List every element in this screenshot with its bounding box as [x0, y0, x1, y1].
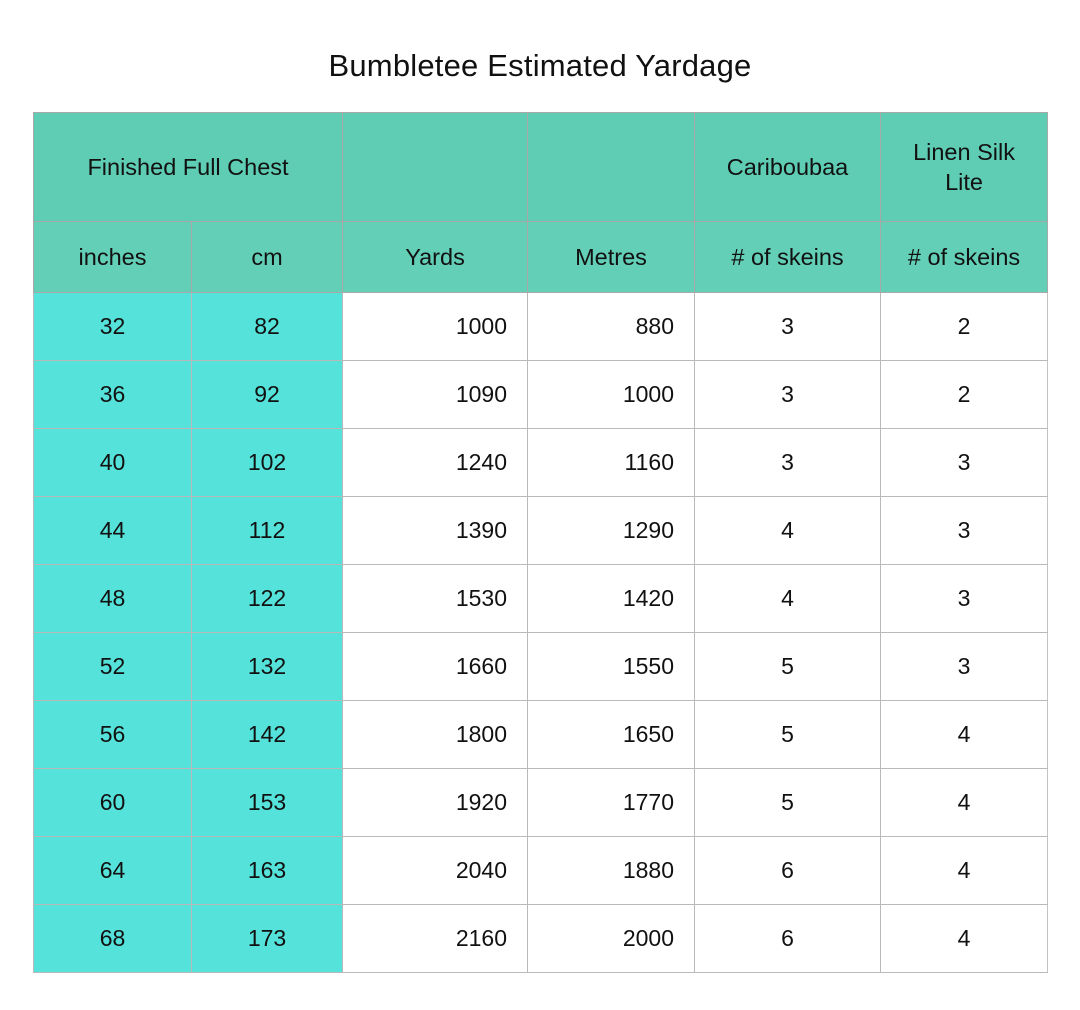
- yardage-table: [33, 112, 1048, 973]
- cell-cm: 122: [192, 565, 343, 633]
- unit-header-cm: cm: [192, 222, 343, 293]
- cell-linen-silk-lite-skeins: 4: [881, 701, 1048, 769]
- cell-inches: 36: [34, 361, 192, 429]
- unit-header-yards: Yards: [343, 222, 528, 293]
- cell-metres: 1290: [528, 497, 695, 565]
- group-header-yards-blank: [343, 113, 528, 222]
- cell-yards: 1390: [343, 497, 528, 565]
- table-row: [34, 293, 1048, 361]
- cell-cariboubaa-skeins: 3: [695, 429, 881, 497]
- cell-cm: 173: [192, 905, 343, 973]
- cell-cariboubaa-skeins: 5: [695, 769, 881, 837]
- cell-linen-silk-lite-skeins: 4: [881, 837, 1048, 905]
- cell-inches: 56: [34, 701, 192, 769]
- unit-header-linen-silk-lite-skeins: # of skeins: [881, 222, 1048, 293]
- cell-linen-silk-lite-skeins: 2: [881, 293, 1048, 361]
- cell-yards: 1800: [343, 701, 528, 769]
- group-header-linen-silk-lite: Linen Silk Lite: [881, 113, 1048, 222]
- cell-linen-silk-lite-skeins: 2: [881, 361, 1048, 429]
- cell-cm: 132: [192, 633, 343, 701]
- cell-cariboubaa-skeins: 6: [695, 905, 881, 973]
- cell-inches: 40: [34, 429, 192, 497]
- cell-linen-silk-lite-skeins: 3: [881, 633, 1048, 701]
- cell-metres: 1160: [528, 429, 695, 497]
- yardage-table-container: [33, 112, 1047, 973]
- group-header-cariboubaa: Cariboubaa: [695, 113, 881, 222]
- table-row: [34, 361, 1048, 429]
- cell-metres: 1420: [528, 565, 695, 633]
- cell-metres: 1000: [528, 361, 695, 429]
- cell-yards: 1240: [343, 429, 528, 497]
- unit-header-inches: inches: [34, 222, 192, 293]
- table-row: [34, 701, 1048, 769]
- unit-header-metres: Metres: [528, 222, 695, 293]
- group-header-row: [34, 113, 1048, 222]
- cell-metres: 880: [528, 293, 695, 361]
- cell-cariboubaa-skeins: 5: [695, 633, 881, 701]
- cell-yards: 1530: [343, 565, 528, 633]
- cell-linen-silk-lite-skeins: 3: [881, 429, 1048, 497]
- cell-yards: 2160: [343, 905, 528, 973]
- cell-linen-silk-lite-skeins: 3: [881, 565, 1048, 633]
- cell-inches: 64: [34, 837, 192, 905]
- cell-cm: 112: [192, 497, 343, 565]
- cell-inches: 44: [34, 497, 192, 565]
- cell-cm: 82: [192, 293, 343, 361]
- table-row: [34, 837, 1048, 905]
- cell-yards: 2040: [343, 837, 528, 905]
- page-title: Bumbletee Estimated Yardage: [328, 48, 752, 83]
- cell-cariboubaa-skeins: 4: [695, 565, 881, 633]
- table-row: [34, 497, 1048, 565]
- table-row: [34, 905, 1048, 973]
- cell-cariboubaa-skeins: 5: [695, 701, 881, 769]
- cell-yards: 1000: [343, 293, 528, 361]
- cell-cm: 102: [192, 429, 343, 497]
- unit-header-row: [34, 222, 1048, 293]
- cell-cm: 142: [192, 701, 343, 769]
- cell-inches: 48: [34, 565, 192, 633]
- cell-yards: 1090: [343, 361, 528, 429]
- table-row: [34, 769, 1048, 837]
- cell-cariboubaa-skeins: 3: [695, 293, 881, 361]
- cell-metres: 1770: [528, 769, 695, 837]
- cell-inches: 52: [34, 633, 192, 701]
- cell-cariboubaa-skeins: 3: [695, 361, 881, 429]
- table-row: [34, 633, 1048, 701]
- cell-metres: 1650: [528, 701, 695, 769]
- cell-inches: 32: [34, 293, 192, 361]
- group-header-metres-blank: [528, 113, 695, 222]
- cell-linen-silk-lite-skeins: 3: [881, 497, 1048, 565]
- cell-inches: 60: [34, 769, 192, 837]
- table-row: [34, 429, 1048, 497]
- table-head: [34, 113, 1048, 293]
- cell-linen-silk-lite-skeins: 4: [881, 769, 1048, 837]
- cell-metres: 2000: [528, 905, 695, 973]
- table-body: [34, 293, 1048, 973]
- cell-inches: 68: [34, 905, 192, 973]
- unit-header-cariboubaa-skeins: # of skeins: [695, 222, 881, 293]
- cell-cm: 163: [192, 837, 343, 905]
- cell-cariboubaa-skeins: 4: [695, 497, 881, 565]
- group-header-finished-full-chest: Finished Full Chest: [34, 113, 343, 222]
- cell-yards: 1920: [343, 769, 528, 837]
- cell-linen-silk-lite-skeins: 4: [881, 905, 1048, 973]
- cell-cariboubaa-skeins: 6: [695, 837, 881, 905]
- table-row: [34, 565, 1048, 633]
- cell-metres: 1880: [528, 837, 695, 905]
- cell-metres: 1550: [528, 633, 695, 701]
- cell-cm: 153: [192, 769, 343, 837]
- cell-cm: 92: [192, 361, 343, 429]
- cell-yards: 1660: [343, 633, 528, 701]
